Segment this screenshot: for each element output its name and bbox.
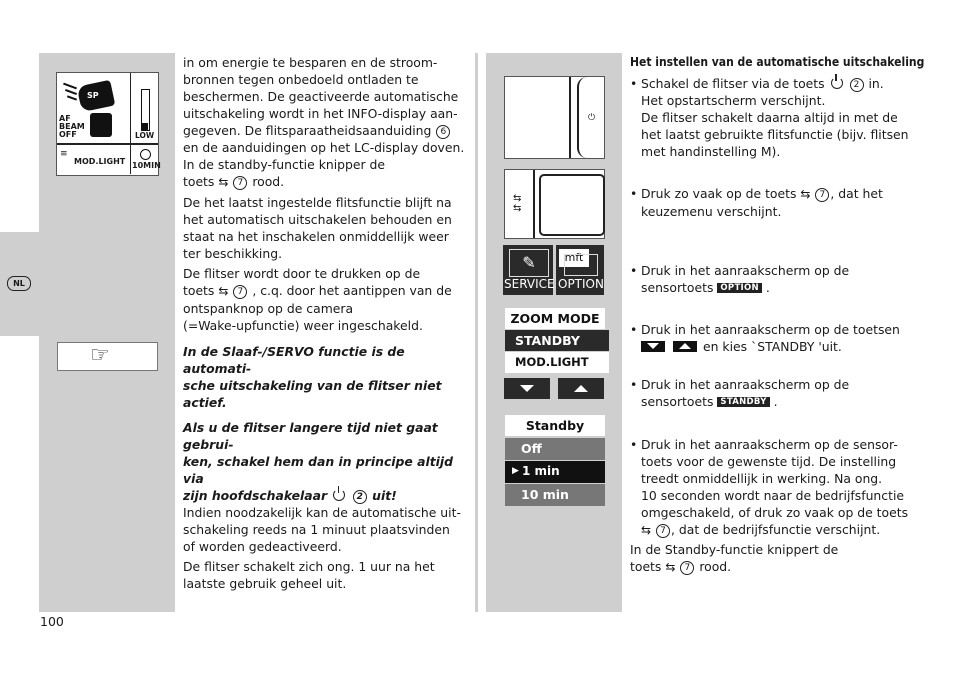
standby-sensor-tag: STANDBY — [717, 397, 769, 407]
text-line: schakeling reeds na 1 minuut plaatsvinden — [183, 522, 450, 537]
text-line: De het laatst ingestelde flitsfunctie blijft na — [183, 195, 452, 210]
flash-rear-view-mode — [504, 169, 605, 239]
page-number: 100 — [40, 614, 64, 629]
text-line: In de standby-functie knipper de — [183, 157, 386, 172]
power-icon — [831, 77, 843, 89]
mode-swap-icon: ⇆ ⇆ — [513, 193, 522, 214]
menu-item-standby[interactable]: STANDBY — [505, 330, 609, 351]
text-line: De flitser schakelt daarna altijd in met de — [641, 110, 898, 125]
text-line: 10 seconden wordt naar de bedrijfsfunctie — [641, 488, 905, 503]
text-line: toets voor de gewenste tijd. De instelling — [641, 454, 897, 469]
note-line: In de Slaaf-/SERVO functie is de automati- — [183, 344, 405, 376]
text-line: met handinstelling M). — [641, 144, 781, 159]
swap-arrows-icon: ⇆ — [218, 175, 229, 189]
text-line: beschermen. De geactiveerde automatische — [183, 89, 459, 104]
text-line: (=Wake-upfunctie) weer ingeschakeld. — [183, 318, 423, 333]
text-line: Druk zo vaak op de toets ⇆ 7 , dat het — [641, 186, 883, 201]
text-line: laatste gebruik geheel uit. — [183, 576, 347, 591]
text-line: toets ⇆ 7 , c.q. door het aantippen van de — [183, 283, 452, 298]
standby-option-1min[interactable] — [505, 461, 605, 483]
flash-side-view-power — [504, 76, 605, 159]
swap-arrows-icon: ⇆ — [641, 523, 652, 537]
text-line: De flitser wordt door te drukken op de — [183, 266, 421, 281]
clock-icon — [140, 149, 151, 160]
power-icon — [333, 489, 345, 501]
text-line: sensortoets STANDBY . — [641, 394, 778, 409]
arrow-down-key-icon — [641, 341, 665, 352]
note-line: sche uitschakeling van de flitser niet actief. — [183, 378, 442, 410]
option-menu-button[interactable] — [556, 245, 604, 295]
text-line: bronnen tegen onbedoeld ontladen te — [183, 72, 419, 87]
text-line: toets ⇆ 7 rood. — [630, 559, 732, 574]
service-label: SERVICE — [504, 277, 555, 291]
scroll-down-button[interactable] — [504, 378, 550, 399]
tenmin-label: 10MIN — [132, 161, 161, 170]
standby-option-10min[interactable]: 10 min — [505, 484, 605, 506]
text-line: Druk in het aanraakscherm op de — [641, 263, 850, 278]
note-line: ken, schakel hem dan in principe altijd via — [183, 454, 454, 486]
step-5: • Druk in het aanraakscherm op de sensortoets STANDBY . — [630, 376, 930, 410]
ref-number: 7 — [233, 176, 247, 190]
text-line: gegeven. De flitsparaatheidsaanduiding 6 — [183, 122, 473, 139]
swap-arrows-icon: ⇆ — [218, 284, 229, 298]
text-line: De flitser schakelt zich ong. 1 uur na het — [183, 559, 435, 574]
swap-arrows-icon: ⇆ — [800, 187, 811, 201]
arrow-down-icon — [520, 385, 534, 392]
step-3: • Druk in het aanraakscherm op de sensortoets OPTION . — [630, 262, 930, 296]
text-line: toets ⇆ 7 rood. — [183, 174, 285, 189]
menu-zoom-mode: ZOOM MODE — [505, 308, 605, 329]
language-badge: NL — [7, 276, 31, 291]
text-line: Druk in het aanraakscherm op de — [641, 377, 850, 392]
menu-item-mod-light[interactable]: MOD.LIGHT — [505, 352, 609, 373]
modlight-icon: ≡ — [60, 149, 68, 159]
option-sensor-tag: OPTION — [717, 283, 762, 293]
option-label: OPTION — [558, 277, 604, 291]
standby-menu-title: Standby — [505, 415, 605, 436]
text-line: Schakel de flitser via de toets 2 in. — [641, 76, 884, 91]
sp-label: SP — [87, 91, 99, 100]
step-4: • Druk in het aanraakscherm op de toetsen en kies `STANDBY 'uit. — [630, 321, 930, 355]
step-1: • Schakel de flitser via de toets 2 in. Het opstartscherm verschijnt. De flitser schakelt daarna altijd in met de het laatst gebruikte flitsfunctie (bijv. flitsen met handinstelling M). — [630, 75, 930, 160]
service-menu-button[interactable] — [503, 245, 553, 295]
text-line: of worden gedeactiveerd. — [183, 539, 342, 554]
step-2: • Druk zo vaak op de toets ⇆ 7 , dat het keuzemenu verschijnt. — [630, 185, 930, 220]
text-line: ⇆ 7 , dat de bedrijfsfunctie verschijnt. — [641, 522, 881, 537]
arrow-up-icon — [574, 385, 588, 392]
mft-icon: mft — [559, 249, 589, 267]
lcd-display-illustration — [56, 72, 159, 176]
note-line: zijn hoofdschakelaar 2 uit! — [183, 488, 397, 503]
ref-number: 7 — [815, 188, 829, 202]
text-line: treedt onmiddellijk in werking. Na ong. — [641, 471, 883, 486]
low-label: LOW — [135, 131, 155, 140]
option-1min-label: 1 min — [522, 464, 560, 478]
swap-arrows-icon: ⇆ — [665, 560, 676, 574]
text-line: In de Standby-functie knippert de — [630, 542, 839, 557]
af-beam-icon — [90, 113, 112, 137]
text-line: en de aanduidingen op het LC-display doven. — [183, 140, 465, 155]
text-line: uitschakeling wordt in het INFO-display aan- — [183, 106, 458, 121]
beam-label: BEAM — [59, 122, 85, 131]
text-line: Druk in het aanraakscherm op de toetsen — [641, 322, 900, 337]
text-line: ter beschikking. — [183, 246, 283, 261]
text-line: het automatisch uitschakelen behouden en — [183, 212, 452, 227]
standby-note — [630, 541, 930, 576]
text-line: Het opstartscherm verschijnt. — [641, 93, 826, 108]
wrench-icon: ✎ — [509, 249, 549, 277]
note-pointer-box — [57, 342, 158, 371]
section-heading: Het instellen van de automatische uitschakeling — [630, 55, 925, 69]
text-line: in om energie te besparen en de stroom- — [183, 55, 438, 70]
center-divider — [475, 53, 478, 612]
text-line: het laatst gebruikte flitsfunctie (bijv. flitsen — [641, 127, 909, 142]
af-label: AF — [59, 114, 71, 123]
ref-number: 7 — [656, 524, 670, 538]
left-text-column — [183, 54, 473, 592]
text-line: keuzemenu verschijnt. — [641, 204, 782, 219]
text-line: en kies `STANDBY 'uit. — [641, 338, 930, 355]
pointing-hand-icon: ☞ — [90, 343, 110, 368]
ref-number: 7 — [680, 561, 694, 575]
step-6: • Druk in het aanraakscherm op de sensor- toets voor de gewenste tijd. De instelling treedt onmiddellijk in werking. Na ong. 10 seconden wordt naar de bedrijfsfunctie omgeschakeld, of druk zo vaak op de toets ⇆ 7 , dat de bedrijfsfunctie verschijnt. — [630, 436, 930, 539]
text-line: omgeschakeld, of druk zo vaak op de toets — [641, 505, 909, 520]
ref-number: 2 — [353, 490, 367, 504]
text-line: Indien noodzakelijk kan de automatische uit- — [183, 505, 461, 520]
ref-number: 2 — [850, 78, 864, 92]
ref-number: 7 — [233, 285, 247, 299]
off-label: OFF — [59, 130, 77, 139]
power-button-icon: ⏻ — [588, 113, 596, 123]
text-line: staat na het inschakelen onmiddellijk weer — [183, 229, 449, 244]
standby-option-off[interactable]: Off — [505, 438, 605, 460]
arrow-up-key-icon — [673, 341, 697, 352]
selected-marker-icon: ▶ — [512, 466, 519, 476]
text-line: Druk in het aanraakscherm op de sensor- — [641, 437, 898, 452]
text-line: ontspanknop op de camera — [183, 301, 354, 316]
note-line: Als u de flitser langere tijd niet gaat gebrui- — [183, 420, 438, 452]
ref-number: 6 — [436, 125, 450, 139]
scroll-up-button[interactable] — [558, 378, 604, 399]
modlight-label: MOD.LIGHT — [74, 157, 126, 166]
text-line: sensortoets OPTION . — [641, 280, 770, 295]
